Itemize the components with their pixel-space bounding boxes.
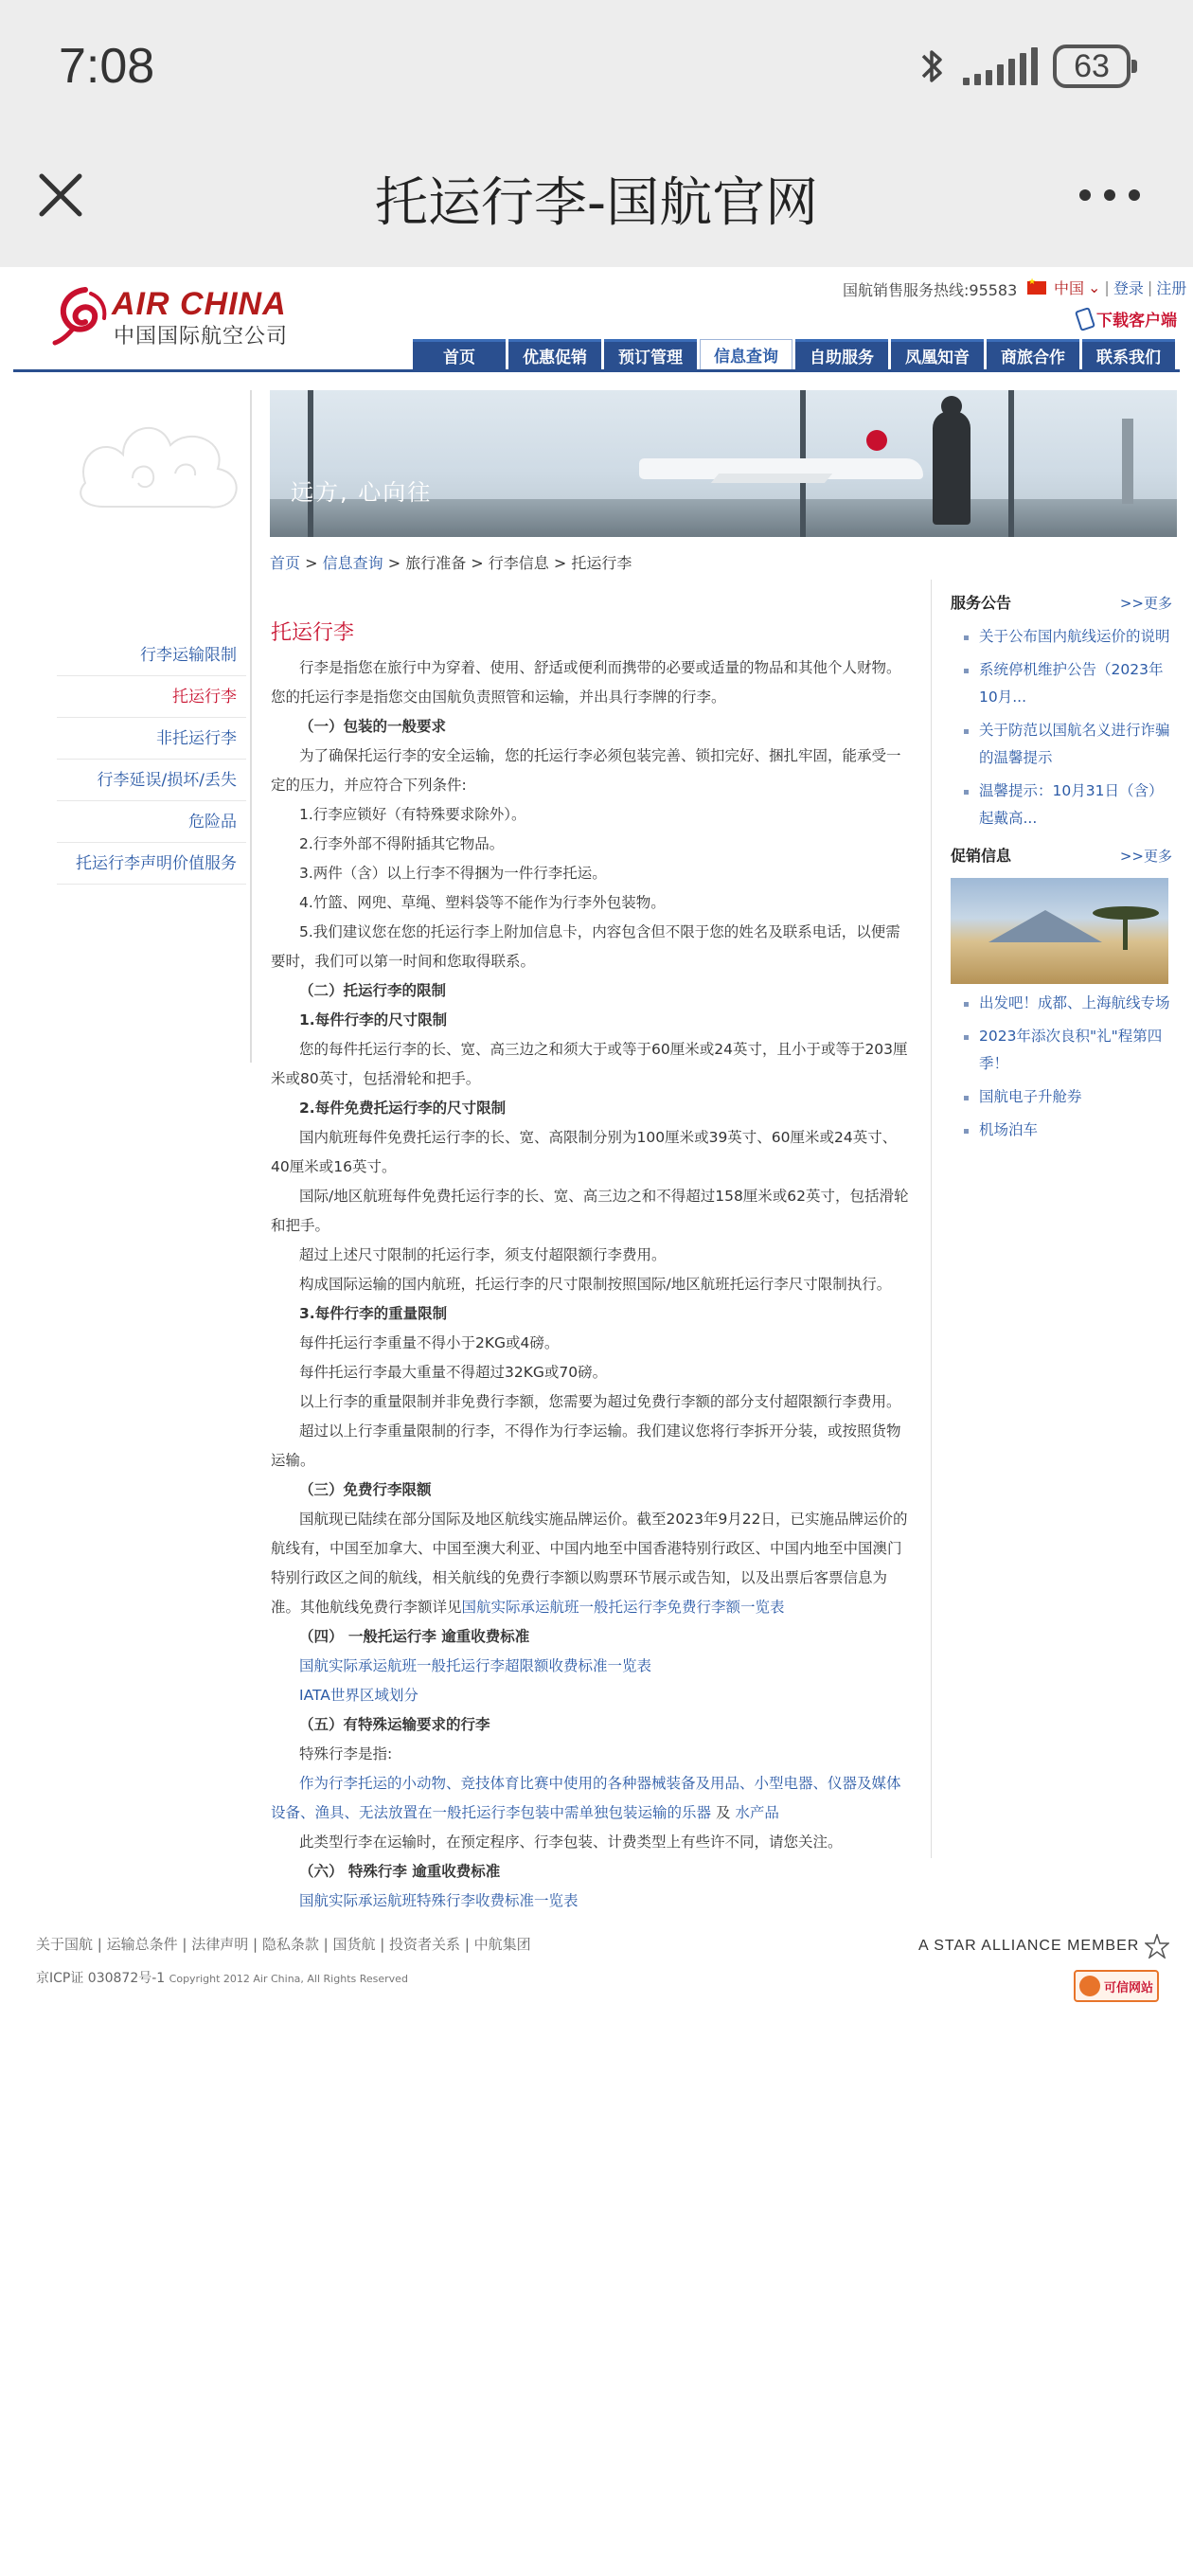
paragraph: 每件托运行李重量不得小于2KG或4磅。 [299,1334,560,1351]
sidebar-item-checked-baggage[interactable]: 托运行李 [57,676,246,718]
promotions-header [951,842,1172,870]
language-selector[interactable]: 中国 [1054,279,1085,297]
nav-info-query[interactable]: 信息查询 [700,339,792,369]
paragraph: 国内航班每件免费托运行李的长、宽、高限制分别为100厘米或39英寸、60厘米或24英寸、40厘米或16英寸。 [271,1129,898,1175]
nav-manage-booking[interactable]: 预订管理 [604,339,697,369]
trusted-site-icon [1079,1976,1100,1996]
content-title: 托运行李 [271,621,355,645]
list-item: 1.行李应锁好（有特殊要求除外）。 [299,806,526,823]
promo-image[interactable] [951,878,1168,984]
signal-icon [963,47,1038,85]
sidebar-item-declared-value[interactable]: 托运行李声明价值服务 [57,843,246,885]
paragraph: 国际/地区航班每件免费托运行李的长、宽、高三边之和不得超过158厘米或62英寸，包括滑轮和把手。 [271,1188,909,1234]
main-nav [413,339,1175,369]
footer-link-privacy[interactable]: 隐私条款 [261,1936,319,1953]
paragraph: 超过以上行李重量限制的行李，不得作为行李运输。我们建议您将行李拆开分装，或按照货物运输。 [271,1422,901,1469]
list-item[interactable]: 出发吧！成都、上海航线专场 [951,990,1172,1017]
list-item[interactable]: 关于公布国内航线运价的说明 [951,623,1172,651]
auspicious-cloud-icon [66,388,256,530]
traveler-image [933,411,970,525]
section-heading: （三）免费行李限额 [299,1481,432,1498]
announcements-more-link[interactable]: >>更多 [1119,595,1172,612]
logo-text-cn: 中国国际航空公司 [114,325,289,349]
control-tower-image [1122,419,1133,504]
sub-heading: 3.每件行李的重量限制 [299,1305,448,1322]
list-item[interactable]: 系统停机维护公告（2023年10月... [951,656,1172,711]
footer-link-group[interactable]: 中航集团 [473,1936,531,1953]
footer-links: 关于国航 | 运输总条件 | 法律声明 | 隐私条款 | 国货航 | 投资者关系 | 中航集团 [36,1936,531,1953]
footer-link-investors[interactable]: 投资者关系 [389,1936,461,1953]
nav-business-partners[interactable]: 商旅合作 [987,339,1079,369]
footer-link-cargo[interactable]: 国货航 [332,1936,376,1953]
announcements-header [951,589,1172,617]
paragraph: 超过上述尺寸限制的托运行李，须支付超限额行李费用。 [299,1246,667,1263]
copyright: Copyright 2012 Air China, All Rights Reserved [169,1973,408,1985]
special-baggage-link[interactable]: 作为行李托运的小动物、竞技体育比赛中使用的各种器械装备及用品、小型电器、仪器及媒体设备、渔具、无法放置在一般托运行李包装中需单独包装运输的乐器 [271,1775,901,1821]
intro-paragraph: 行李是指您在旅行中为穿着、使用、舒适或便利而携带的必要或适量的物品和其他个人财物。您的托运行李是指您交由国航负责照管和运输，并出具行李牌的行李。 [271,659,901,706]
breadcrumb: 首页 > 信息查询 > 旅行准备 > 行李信息 > 托运行李 [270,554,632,572]
sidebar-item-baggage-restrictions[interactable]: 行李运输限制 [57,635,246,676]
paragraph: 构成国际运输的国内航班，托运行李的尺寸限制按照国际/地区航班托运行李尺寸限制执行。 [299,1276,892,1293]
breadcrumb-rest: > 旅行准备 > 行李信息 > 托运行李 [387,554,632,572]
more-options-icon[interactable] [1079,187,1140,204]
login-link[interactable]: 登录 [1113,279,1144,297]
trusted-site-badge[interactable] [1074,1970,1159,2002]
tail-logo-icon [866,430,887,451]
footer-icp [36,1968,408,1987]
list-item: 2.行李外部不得附插其它物品。 [299,835,505,852]
bluetooth-icon [917,45,948,88]
sub-heading: 1.每件行李的尺寸限制 [299,1011,448,1029]
paragraph: 作为行李托运的小动物、竞技体育比赛中使用的各种器械装备及用品、小型电器、仪器及媒体设备、渔具、无法放置在一般托运行李包装中需单独包装运输的乐器 及 水产品 [271,1775,901,1821]
status-icons [917,42,1131,91]
star-alliance-label: A STAR ALLIANCE MEMBER [918,1938,1140,1954]
free-baggage-allowance-link[interactable]: 国航实际承运航班一般托运行李免费行李额一览表 [461,1599,785,1616]
paragraph: 特殊行李是指: [299,1745,393,1762]
iata-regions-link[interactable]: IATA世界区域划分 [299,1687,418,1704]
mobile-phone-icon [1075,307,1095,331]
app-bar [0,134,1193,267]
separator: | [1104,278,1110,296]
section-heading: （六） 特殊行李 逾重收费标准 [299,1863,501,1880]
announcements-list [951,623,1172,832]
status-time: 7:08 [59,39,155,94]
hero-banner [270,390,1177,537]
trusted-site-label: 可信网站 [1104,1980,1154,1995]
battery-level: 63 [1074,47,1110,84]
status-bar [0,0,1193,134]
header-links [1027,277,1186,298]
separator: | [1147,278,1153,296]
download-client-label: 下载客户端 [1096,312,1177,331]
nav-phoenix-miles[interactable]: 凤凰知音 [891,339,984,369]
section-heading: （二）托运行李的限制 [299,982,447,999]
section-heading: （四） 一般托运行李 逾重收费标准 [299,1628,530,1645]
sub-heading: 2.每件免费托运行李的尺寸限制 [299,1100,507,1117]
china-flag-icon [1027,281,1046,295]
list-item[interactable]: 2023年添次良积"礼"程第四季！ [951,1023,1172,1078]
chevron-down-icon[interactable]: ⌄ [1088,278,1101,296]
page-title: 托运行李-国航官网 [374,172,819,234]
main-content [271,617,915,1916]
register-link[interactable]: 注册 [1156,279,1187,297]
star-alliance-icon [1145,1934,1169,1959]
excess-baggage-fee-link[interactable]: 国航实际承运航班一般托运行李超限额收费标准一览表 [299,1657,652,1674]
paragraph: 国航现已陆续在部分国际及地区航线实施品牌运价。截至2023年9月22日，已实施品牌运价的航线有，中国至加拿大、中国至澳大利亚、中国内地至中国香港特别行政区、中国内地至中国澳门特别行政区之间的航线，相关航线的免费行李额以购票环节展示或告知，以及出票后客票信息为准。其他航线免费行李额详见国航实际承运航班一般托运行李免费行李额一览表 [271,1511,908,1616]
nav-contact-us[interactable]: 联系我们 [1082,339,1175,369]
list-item[interactable]: 国航电子升舱券 [951,1083,1172,1111]
announcements-title: 服务公告 [951,594,1012,612]
section-heading: （一）包装的一般要求 [299,718,447,735]
download-client-link[interactable] [1077,307,1177,331]
aquatic-products-link[interactable]: 水产品 [735,1804,779,1821]
star-alliance-badge[interactable] [918,1934,1169,1959]
right-column [951,589,1172,1154]
sidebar-item-dangerous-goods[interactable]: 危险品 [57,801,246,843]
nav-promotions[interactable]: 优惠促销 [508,339,601,369]
air-china-logo-icon[interactable] [47,282,114,349]
sidebar-item-delayed-damaged-lost[interactable]: 行李延误/损坏/丢失 [57,760,246,801]
nav-underline [13,369,1180,372]
breadcrumb-home[interactable]: 首页 [270,554,301,572]
list-item: 5.我们建议您在您的托运行李上附加信息卡，内容包含但不限于您的姓名及联系电话，以便需要时，我们可以第一时间和您取得联系。 [271,923,900,970]
footer-link-conditions[interactable]: 运输总条件 [106,1936,178,1953]
list-item: 4.竹篮、网兜、草绳、塑料袋等不能作为行李外包装物。 [299,894,666,911]
breadcrumb-info-query[interactable]: 信息查询 [322,554,383,572]
sidebar-item-carry-on-baggage[interactable]: 非托运行李 [57,718,246,760]
paragraph: 您的每件托运行李的长、宽、高三边之和须大于或等于60厘米或24英寸，且小于或等于203厘米或80英寸，包括滑轮和把手。 [271,1041,908,1087]
paragraph: 此类型行李在运输时，在预定程序、行李包装、计费类型上有些许不同，请您关注。 [299,1834,843,1851]
promotions-list [951,990,1172,1144]
list-item[interactable]: 机场泊车 [951,1117,1172,1144]
web-page [0,267,1193,2576]
sales-hotline: 国航销售服务热线:95583 [843,281,1018,299]
list-item[interactable]: 关于防范以国航名义进行诈骗的温馨提示 [951,717,1172,772]
icp-number: 京ICP证 030872号-1 [36,1971,166,1986]
left-divider [250,390,252,1063]
footer-link-about[interactable]: 关于国航 [36,1936,94,1953]
footer-link-legal[interactable]: 法律声明 [191,1936,249,1953]
paragraph: 为了确保托运行李的安全运输，您的托运行李必须包装完善、锁扣完好、捆扎牢固，能承受一定的压力，并应符合下列条件: [271,747,901,794]
nav-self-service[interactable]: 自助服务 [795,339,888,369]
banner-caption: 远方, 心向往 [291,479,433,506]
section-heading: （五）有特殊运输要求的行李 [299,1716,490,1733]
promotions-more-link[interactable]: >>更多 [1119,848,1172,865]
right-divider [931,580,932,1858]
special-baggage-fee-link[interactable]: 国航实际承运航班特殊行李收费标准一览表 [299,1892,579,1909]
nav-home[interactable]: 首页 [413,339,506,369]
sidebar [57,635,246,885]
promotions-title: 促销信息 [951,847,1012,865]
logo-text-en: AIR CHINA [112,286,287,322]
list-item: 3.两件（含）以上行李不得捆为一件行李托运。 [299,865,607,882]
battery-icon [1053,45,1131,88]
paragraph: 以上行李的重量限制并非免费行李额，您需要为超过免费行李额的部分支付超限额行李费用。 [299,1393,901,1410]
list-item[interactable]: 温馨提示：10月31日（含）起戴高... [951,778,1172,832]
paragraph: 每件托运行李最大重量不得超过32KG或70磅。 [299,1364,608,1381]
